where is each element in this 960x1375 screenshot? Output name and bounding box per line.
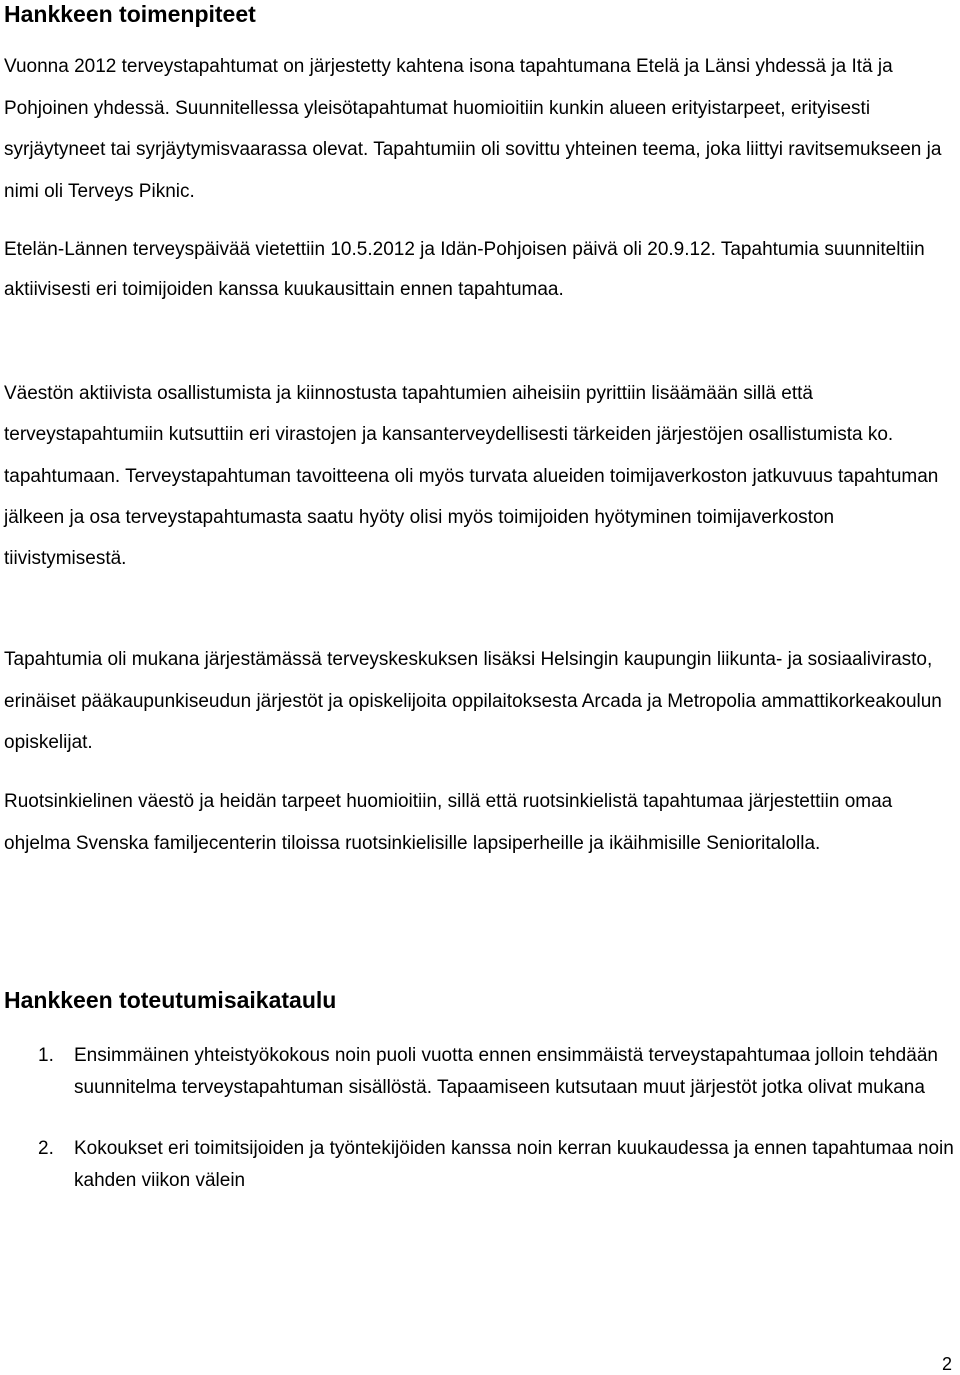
section-heading-aikataulu: Hankkeen toteutumisaikataulu [4,987,337,1013]
section-heading-toimenpiteet: Hankkeen toimenpiteet [4,1,256,27]
paragraph-participation: Väestön aktiivista osallistumista ja kiinnostusta tapahtumien aiheisiin pyrittiin lisäämään sillä että terveystapahtumiin kutsuttiin eri virastojen ja kansanterveydellisesti tärkeiden järjestöjen osallistumista ko. tapahtumaan. Terveystapahtuman tavoitteena oli myös turvata alueiden toimijaverkoston jatkuvuus tapahtuman jälkeen ja osa terveystapahtumasta saatu hyöty olisi myös toimijoiden hyötyminen toimijaverkoston tiivistymisestä. [4,383,939,570]
page-number: 2 [941,1354,952,1374]
paragraph-events-overview: Vuonna 2012 terveystapahtumat on järjestetty kahtena isona tapahtumana Etelä ja Länsi yhdessä ja Itä ja Pohjoinen yhdessä. Suunnitellessa yleisötapahtumat huomioitiin kunkin alueen erityistarpeet, erityisesti syrjäytyneet tai syrjäytymisvaarassa olevat. Tapahtumiin oli sovittu yhteinen teema, joka liittyi ravitsemukseen ja nimi oli Terveys Piknic. [4,56,942,202]
list-item-text: Ensimmäinen yhteistyökokous noin puoli vuotta ennen ensimmäistä terveystapahtumaa jolloin tehdään suunnitelma terveystapahtuman sisällöstä. Tapaamiseen kutsutaan muut järjestöt jotka olivat mukana [74,1045,938,1098]
paragraph-swedish-speakers: Ruotsinkielinen väestö ja heidän tarpeet huomioitiin, sillä että ruotsinkielistä tapahtumaa järjestettiin omaa ohjelma Svenska familjecenterin tiloissa ruotsinkielisille lapsiperheille ja ikäihmisille Senioritalolla. [4,791,893,854]
list-item-text: Kokoukset eri toimitsijoiden ja työntekijöiden kanssa noin kerran kuukaudessa ja ennen tapahtumaa noin kahden viikon välein [74,1138,954,1191]
list-item [4,1040,954,1103]
list-item [4,1133,954,1196]
schedule-list [4,1040,954,1196]
list-item-number: 2. [38,1138,54,1159]
paragraph-event-dates: Etelän-Lännen terveyspäivää vietettiin 10.5.2012 ja Idän-Pohjoisen päivä oli 20.9.12. Tapahtumia suunniteltiin aktiivisesti eri toimijoiden kanssa kuukausittain ennen tapahtumaa. [4,239,925,300]
list-item-number: 1. [38,1045,54,1066]
paragraph-organizers: Tapahtumia oli mukana järjestämässä terveyskeskuksen lisäksi Helsingin kaupungin liikunta- ja sosiaalivirasto, erinäiset pääkaupunkiseudun järjestöt ja opiskelijoita oppilaitoksesta Arcada ja Metropolia ammattikorkeakoulun opiskelijat. [4,649,942,753]
